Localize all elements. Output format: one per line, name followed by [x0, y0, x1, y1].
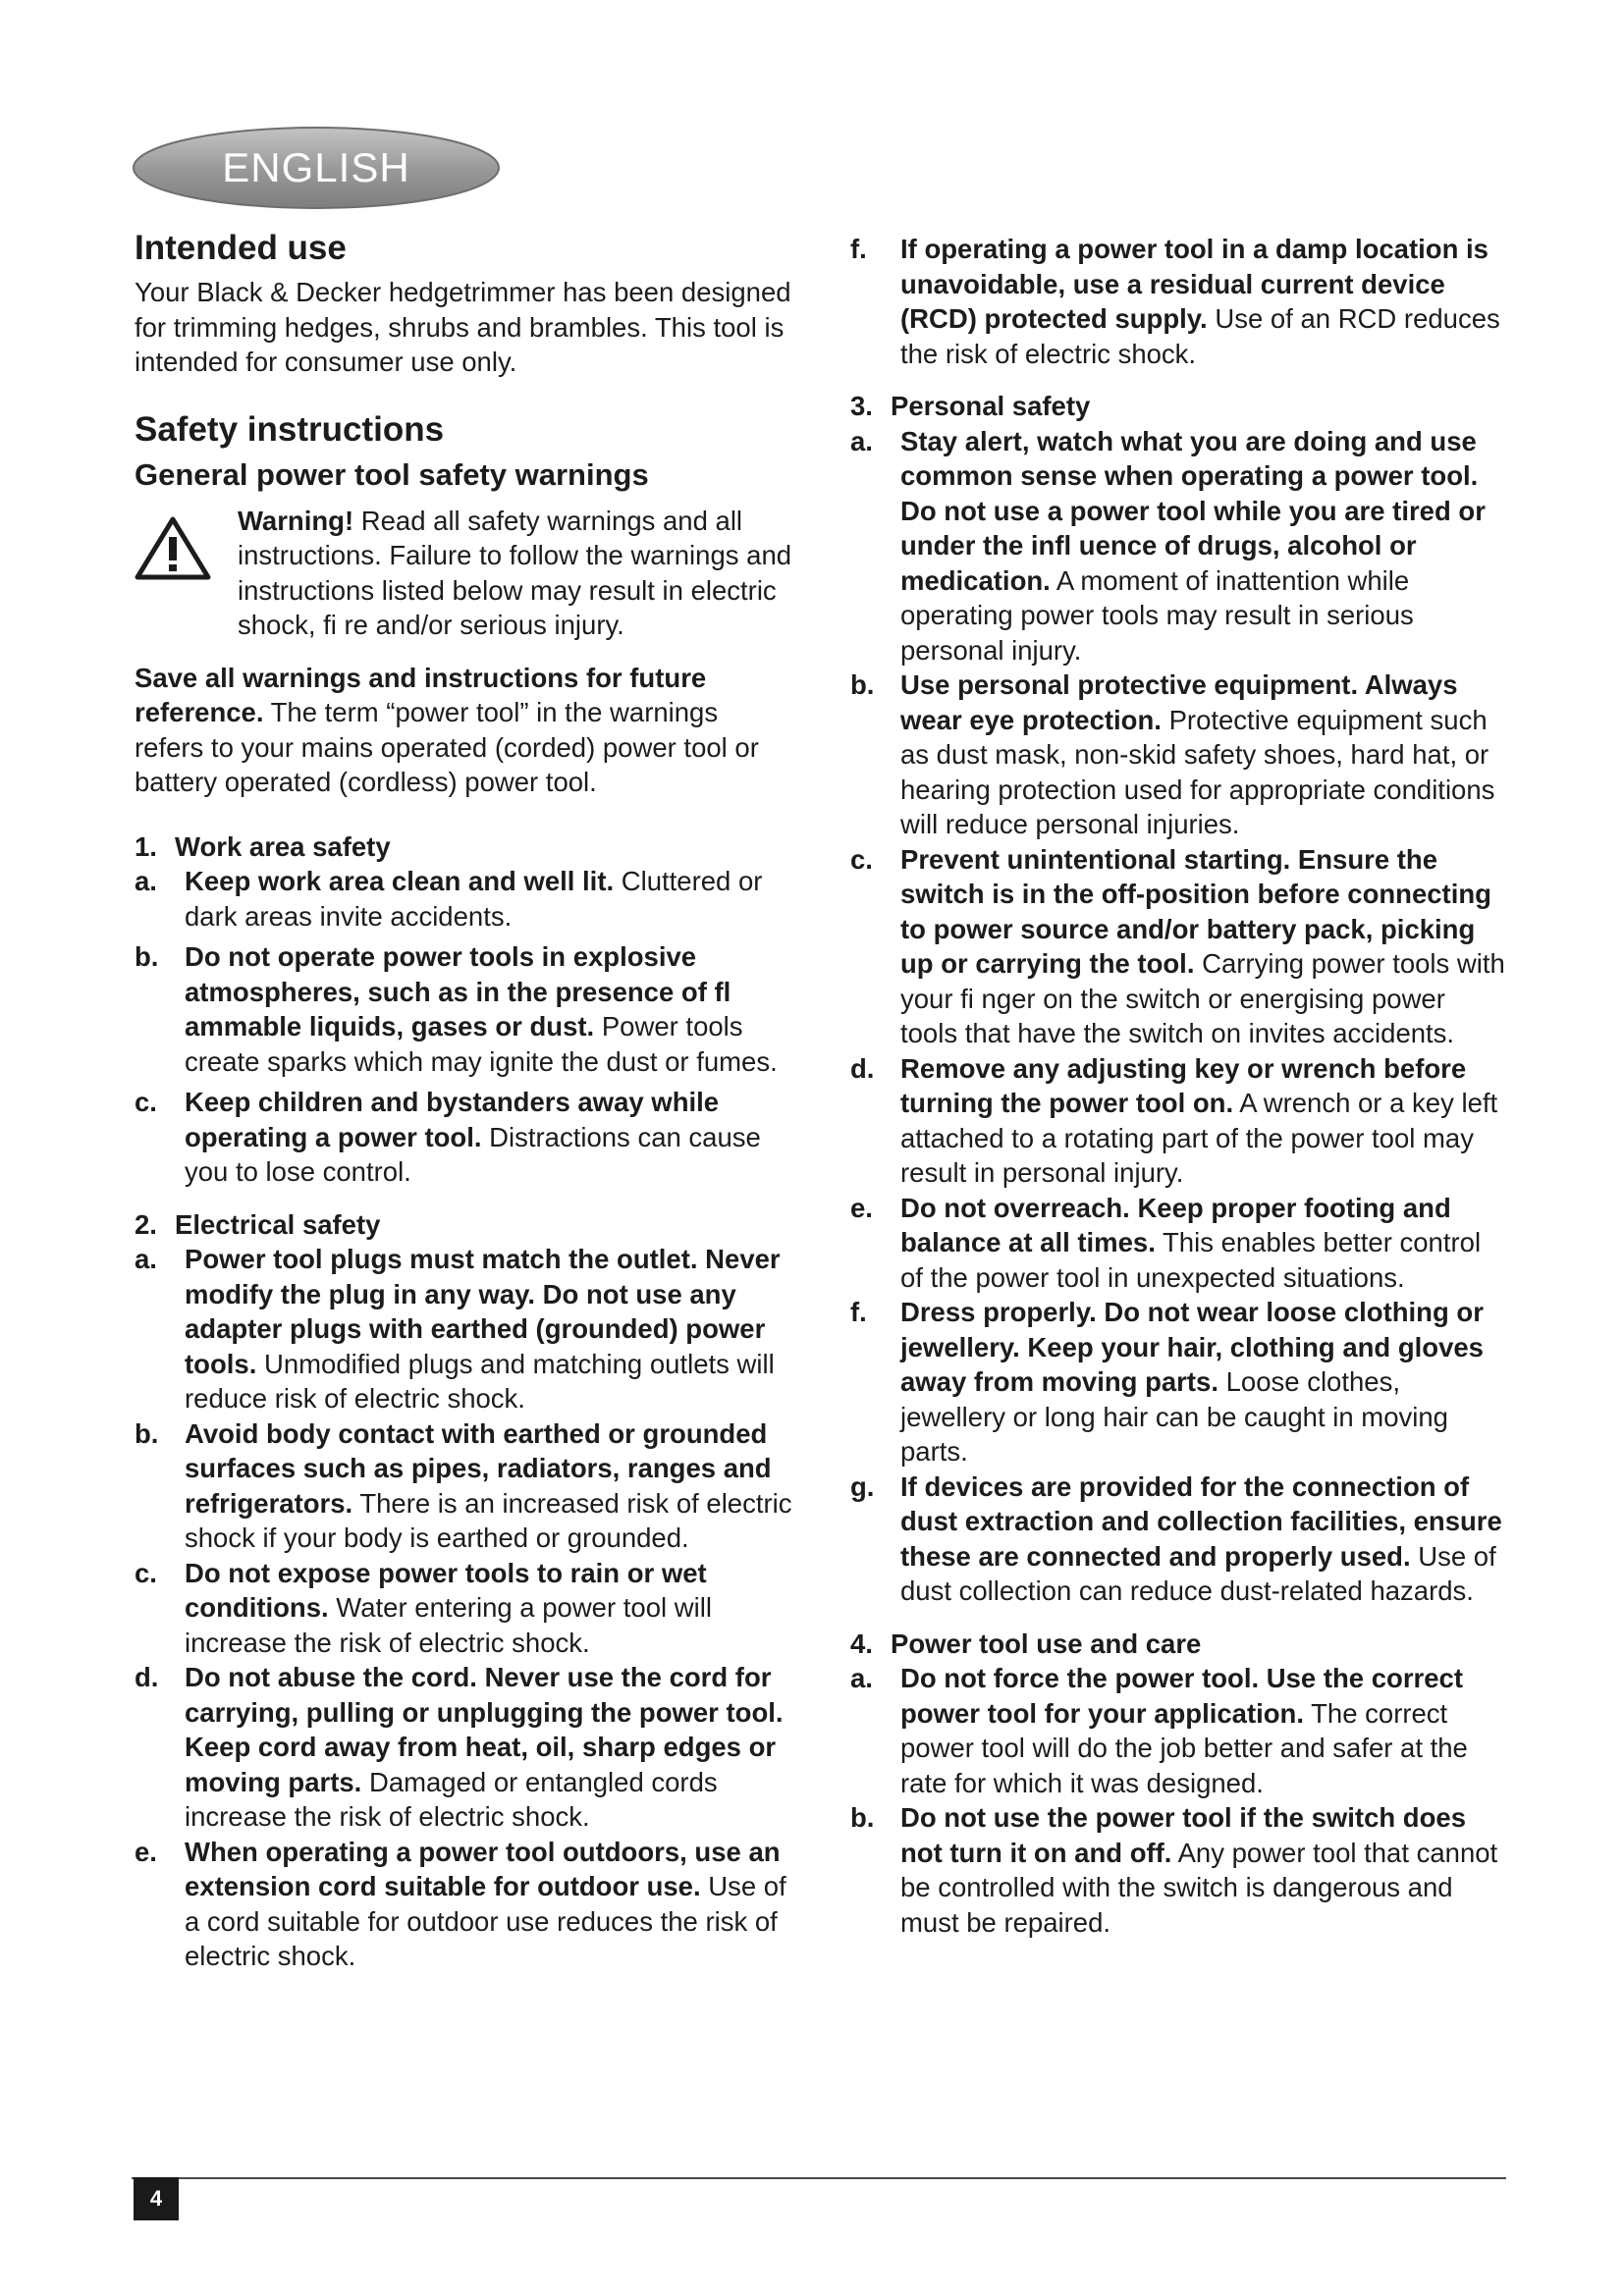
left-column [135, 228, 792, 1974]
list-item: c. Do not expose power tools to rain or wet conditions. Water entering a power tool will increase the risk of electric shock. [135, 1557, 712, 1658]
section-number: 4. [850, 1628, 873, 1659]
section-title: Personal safety [891, 391, 1091, 421]
section-work-area-safety [135, 829, 792, 865]
intended-use-heading: Intended use [135, 229, 347, 267]
list-item: b. Do not use the power tool if the switch does not turn it on and off. Any power tool that cannot be controlled with the switch is dangerous and must be repaired. [850, 1802, 1498, 1938]
list-item: c. Prevent unintentional starting. Ensure the switch is in the off-position before connecting to power source and/or battery pack, picking up or carrying the tool. Carrying power tools with your fi nger on the switch or energising power tools that have the switch on invites accidents. [850, 843, 1505, 1048]
general-warnings-heading: General power tool safety warnings [135, 456, 649, 492]
list-item: g. If devices are provided for the connection of dust extraction and collection facilities, ensure these are connected and properly used. Use of dust collection can reduce dust-related hazards. [850, 1470, 1502, 1606]
section-title: Work area safety [175, 830, 391, 862]
footer-rule [132, 2177, 1506, 2179]
language-label: ENGLISH [222, 144, 410, 190]
list-item: b. Use personal protective equipment. Always wear eye protection. Protective equipment such as dust mask, non-skid safety shoes, hard hat, or hearing protection used for appropriate conditions will reduce personal injuries. [850, 669, 1495, 839]
list-item: d. Remove any adjusting key or wrench before turning the power tool on. A wrench or a key left attached to a rotating part of the power tool may result in personal injury. [850, 1052, 1498, 1188]
section-electrical-safety [135, 1207, 792, 1243]
section-personal-safety [850, 389, 1508, 424]
warning-triangle-icon [135, 515, 211, 580]
list-item: a. Stay alert, watch what you are doing and use common sense when operating a power tool. Do not use a power tool while you are tired or under the infl uence of drugs, alcohol or medication. A moment of inattention while operating power tools may result in serious personal injury. [850, 425, 1486, 666]
list-item: e. Do not overreach. Keep proper footing and balance at all times. This enables better control of the power tool in unexpected situations. [850, 1192, 1482, 1293]
warning-label: Warning! [238, 505, 354, 536]
page-number: 4 [134, 2177, 179, 2220]
list-item: a. Do not force the power tool. Use the correct power tool for your application. The correct power tool will do the job better and safer at the rate for which it was designed. [850, 1663, 1468, 1798]
section-number: 3. [850, 391, 873, 421]
intended-use-body: Your Black & Decker hedgetrimmer has been designed for trimming hedges, shrubs and brambles. This tool is intended for consumer use only. [135, 277, 791, 377]
section-power-tool-use [850, 1627, 1508, 1662]
list-item: d. Do not abuse the cord. Never use the cord for carrying, pulling or unplugging the power tool. Keep cord away from heat, oil, sharp edges or moving parts. Damaged or entangled cords increase the risk of electric shock. [135, 1662, 784, 1832]
list-item: f. Dress properly. Do not wear loose clothing or jewellery. Keep your hair, clothing and gloves away from moving parts. Loose clothes, jewellery or long hair can be caught in moving parts. [850, 1297, 1484, 1467]
list-item: c. Keep children and bystanders away while operating a power tool. Distractions can cause you to lose control. [135, 1087, 761, 1187]
list-item: b. Avoid body contact with earthed or grounded surfaces such as pipes, radiators, ranges and refrigerators. There is an increased risk of electric shock if your body is earthed or grounded. [135, 1417, 792, 1553]
language-badge [132, 126, 501, 210]
list-item: f. If operating a power tool in a damp location is unavoidable, use a residual current device (RCD) protected supply. Use of an RCD reduces the risk of electric shock. [850, 234, 1500, 369]
right-column [850, 232, 1508, 1940]
section-number: 2. [135, 1208, 157, 1240]
list-item: a. Keep work area clean and well lit. Cluttered or dark areas invite accidents. [135, 866, 763, 932]
section-number: 1. [135, 830, 157, 862]
section-title: Electrical safety [175, 1208, 381, 1240]
list-item: e. When operating a power tool outdoors, use an extension cord suitable for outdoor use. Use of a cord suitable for outdoor use reduces the risk of electric shock. [135, 1836, 786, 1971]
save-instructions-text: The term “power tool” in the warnings refers to your mains operated (corded) power tool or battery operated (cordless) power tool. [135, 697, 759, 797]
list-item: a. Power tool plugs must match the outlet. Never modify the plug in any way. Do not use any adapter plugs with earthed (grounded) power tools. Unmodified plugs and matching outlets will reduce risk of electric shock. [135, 1244, 781, 1414]
save-instructions-bold: Save all warnings and instructions for future reference. [135, 662, 707, 727]
list-item: b. Do not operate power tools in explosive atmospheres, such as in the presence of fl ammable liquids, gases or dust. Power tools create sparks which may ignite the dust or fumes. [135, 941, 778, 1077]
warning-text: Read all safety warnings and all instructions. Failure to follow the warnings and instructions listed below may result in electric shock, fi re and/or serious injury. [238, 505, 792, 640]
section-title: Power tool use and care [891, 1628, 1202, 1659]
warning-block [135, 504, 792, 643]
safety-instructions-heading: Safety instructions [135, 409, 445, 449]
